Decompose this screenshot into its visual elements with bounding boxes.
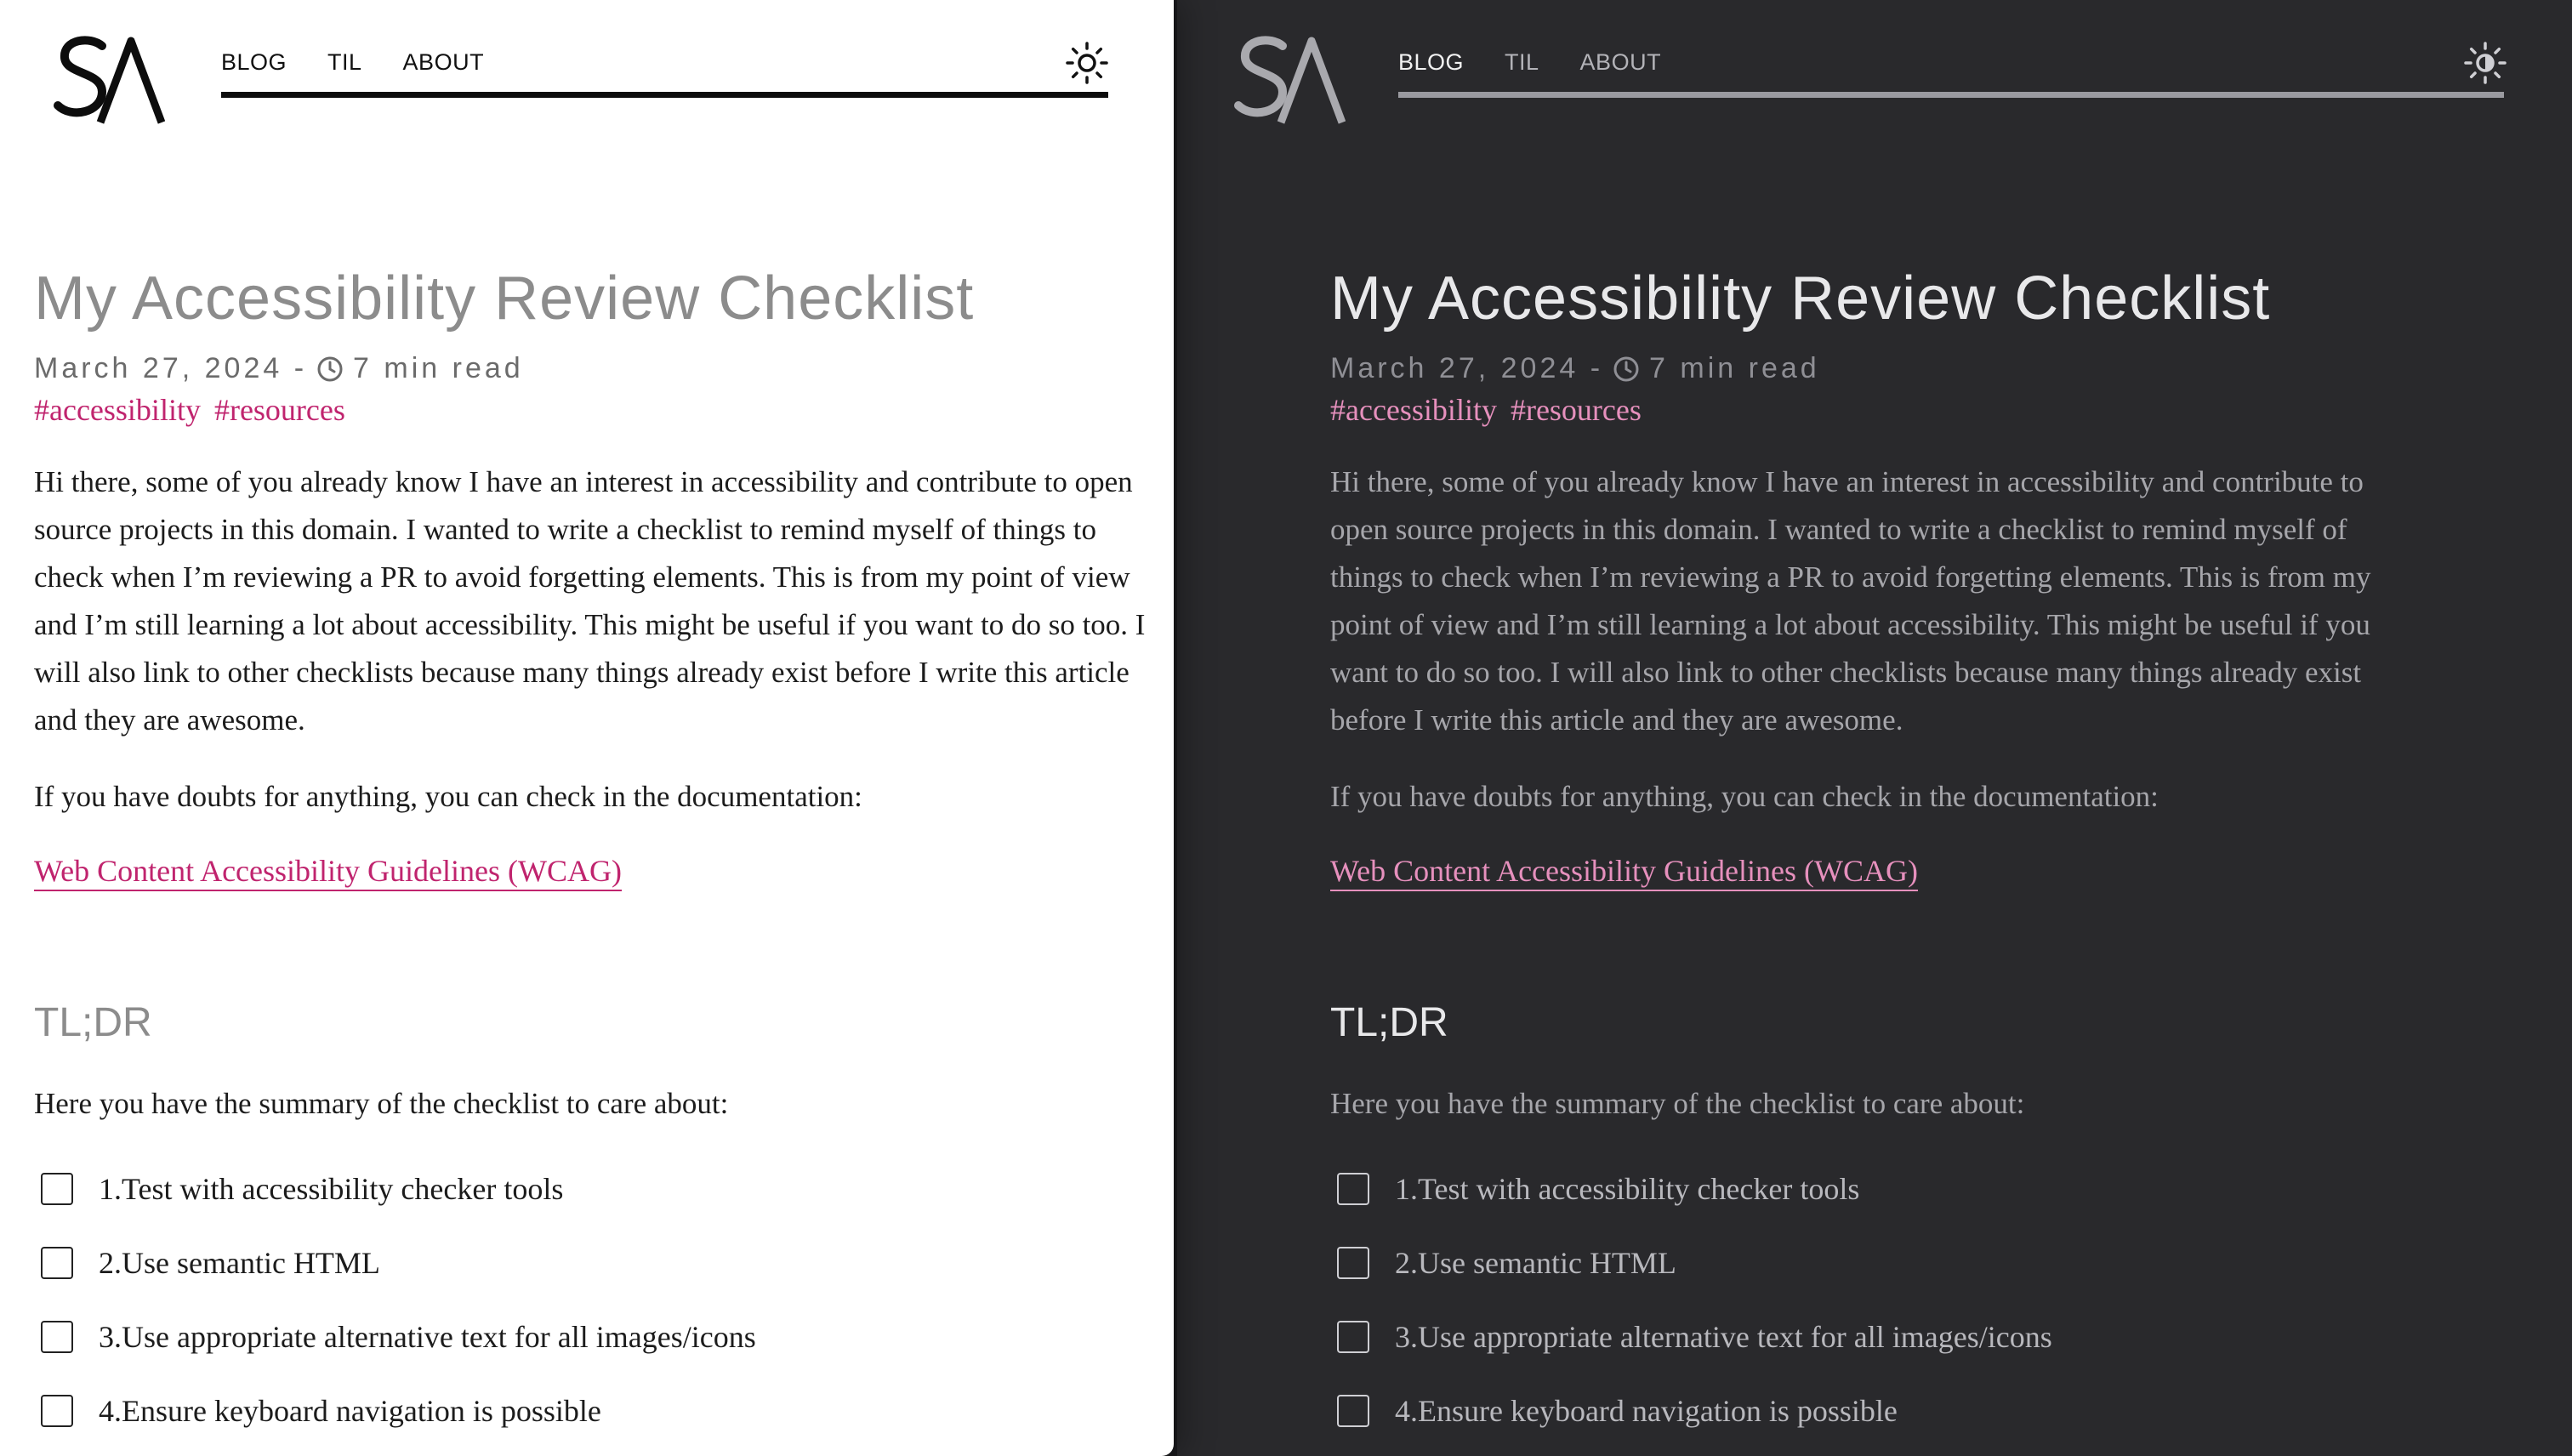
tag-list [1330,392,2410,428]
checkbox[interactable] [1337,1173,1369,1205]
tag-list [34,392,1148,428]
checklist [34,1152,1148,1447]
list-item [34,1374,1148,1447]
list-item [34,1226,1148,1300]
post-meta [1330,352,2410,385]
checklist-label: 1.Test with accessibility checker tools [99,1171,564,1206]
tag-link[interactable]: #accessibility [34,393,201,427]
list-item [1330,1374,2410,1447]
main-nav [221,49,484,76]
list-item [1330,1152,2410,1226]
checklist-label: 2.Use semantic HTML [99,1245,380,1280]
checklist [1330,1152,2410,1447]
site-logo[interactable] [1233,34,1346,128]
checkbox[interactable] [1337,1321,1369,1353]
checkbox[interactable] [41,1247,73,1279]
site-logo[interactable] [53,34,165,128]
summary-paragraph: Here you have the summary of the checklist to care about: [1330,1087,2025,1120]
checkbox[interactable] [1337,1247,1369,1279]
checklist-label: 3.Use appropriate alternative text for all images/icons [99,1319,756,1354]
contrast-sun-icon[interactable] [2463,41,2507,85]
list-item [1330,1300,2410,1374]
nav-til[interactable]: TIL [1505,49,1539,75]
header-rule [221,92,1108,98]
list-item [34,1152,1148,1226]
clock-icon [316,355,344,384]
summary-paragraph: Here you have the summary of the checklist to care about: [34,1087,729,1120]
intro-paragraph: Hi there, some of you already know I have an interest in accessibility and contribute to open source projects in this domain. I wanted to write a checklist to remind myself of things to check when I’m reviewing a PR to avoid forgetting elements. This is from my point of view and I’m still learning a lot about accessibility. This might be useful if you want to do so too. I will also link to other checklists because many things already exist before I write this article and they are awesome. [34,465,1146,737]
nav-about[interactable]: ABOUT [402,49,485,75]
tldr-heading: TL;DR [1330,1000,1448,1045]
nav-about[interactable]: ABOUT [1579,49,1662,75]
clock-icon [1612,355,1641,384]
main-nav [1398,49,1661,76]
nav-blog[interactable]: BLOG [1398,49,1465,75]
post-meta [34,352,1148,385]
post-date: March 27, 2024 - [34,352,308,384]
sun-icon[interactable] [1065,41,1109,85]
nav-til[interactable]: TIL [327,49,362,75]
tag-link[interactable]: #resources [1510,393,1642,427]
checklist-label: 1.Test with accessibility checker tools [1395,1171,1860,1206]
checklist-label: 4.Ensure keyboard navigation is possible [1395,1393,1898,1428]
checklist-label: 4.Ensure keyboard navigation is possible [99,1393,601,1428]
article [1330,264,2410,1447]
tldr-heading: TL;DR [34,1000,152,1045]
page-title: My Accessibility Review Checklist [1330,264,2271,333]
checkbox[interactable] [41,1395,73,1427]
checkbox[interactable] [41,1321,73,1353]
checklist-label: 3.Use appropriate alternative text for all images/icons [1395,1319,2052,1354]
checklist-label: 2.Use semantic HTML [1395,1245,1676,1280]
tag-link[interactable]: #resources [213,393,345,427]
article [34,264,1148,1447]
nav-blog[interactable]: BLOG [221,49,287,75]
tag-link[interactable]: #accessibility [1330,393,1497,427]
read-time: 7 min read [1649,352,1820,384]
list-item [34,1300,1148,1374]
wcag-link[interactable]: Web Content Accessibility Guidelines (WCAG) [34,854,622,888]
checkbox[interactable] [41,1173,73,1205]
post-date: March 27, 2024 - [1330,352,1604,384]
wcag-link[interactable]: Web Content Accessibility Guidelines (WCAG) [1330,854,1918,888]
checkbox[interactable] [1337,1395,1369,1427]
dark-theme-pane [1177,0,2572,1456]
light-theme-pane [0,0,1174,1456]
header-rule [1398,92,2504,98]
page-title: My Accessibility Review Checklist [34,264,975,333]
read-time: 7 min read [353,352,524,384]
doubts-paragraph: If you have doubts for anything, you can check in the documentation: [1330,780,2159,813]
doubts-paragraph: If you have doubts for anything, you can check in the documentation: [34,780,862,813]
list-item [1330,1226,2410,1300]
intro-paragraph: Hi there, some of you already know I have an interest in accessibility and contribute to open source projects in this domain. I wanted to write a checklist to remind myself of things to check when I’m reviewing a PR to avoid forgetting elements. This is from my point of view and I’m still learning a lot about accessibility. This might be useful if you want to do so too. I will also link to other checklists because many things already exist before I write this article and they are awesome. [1330,465,2371,737]
